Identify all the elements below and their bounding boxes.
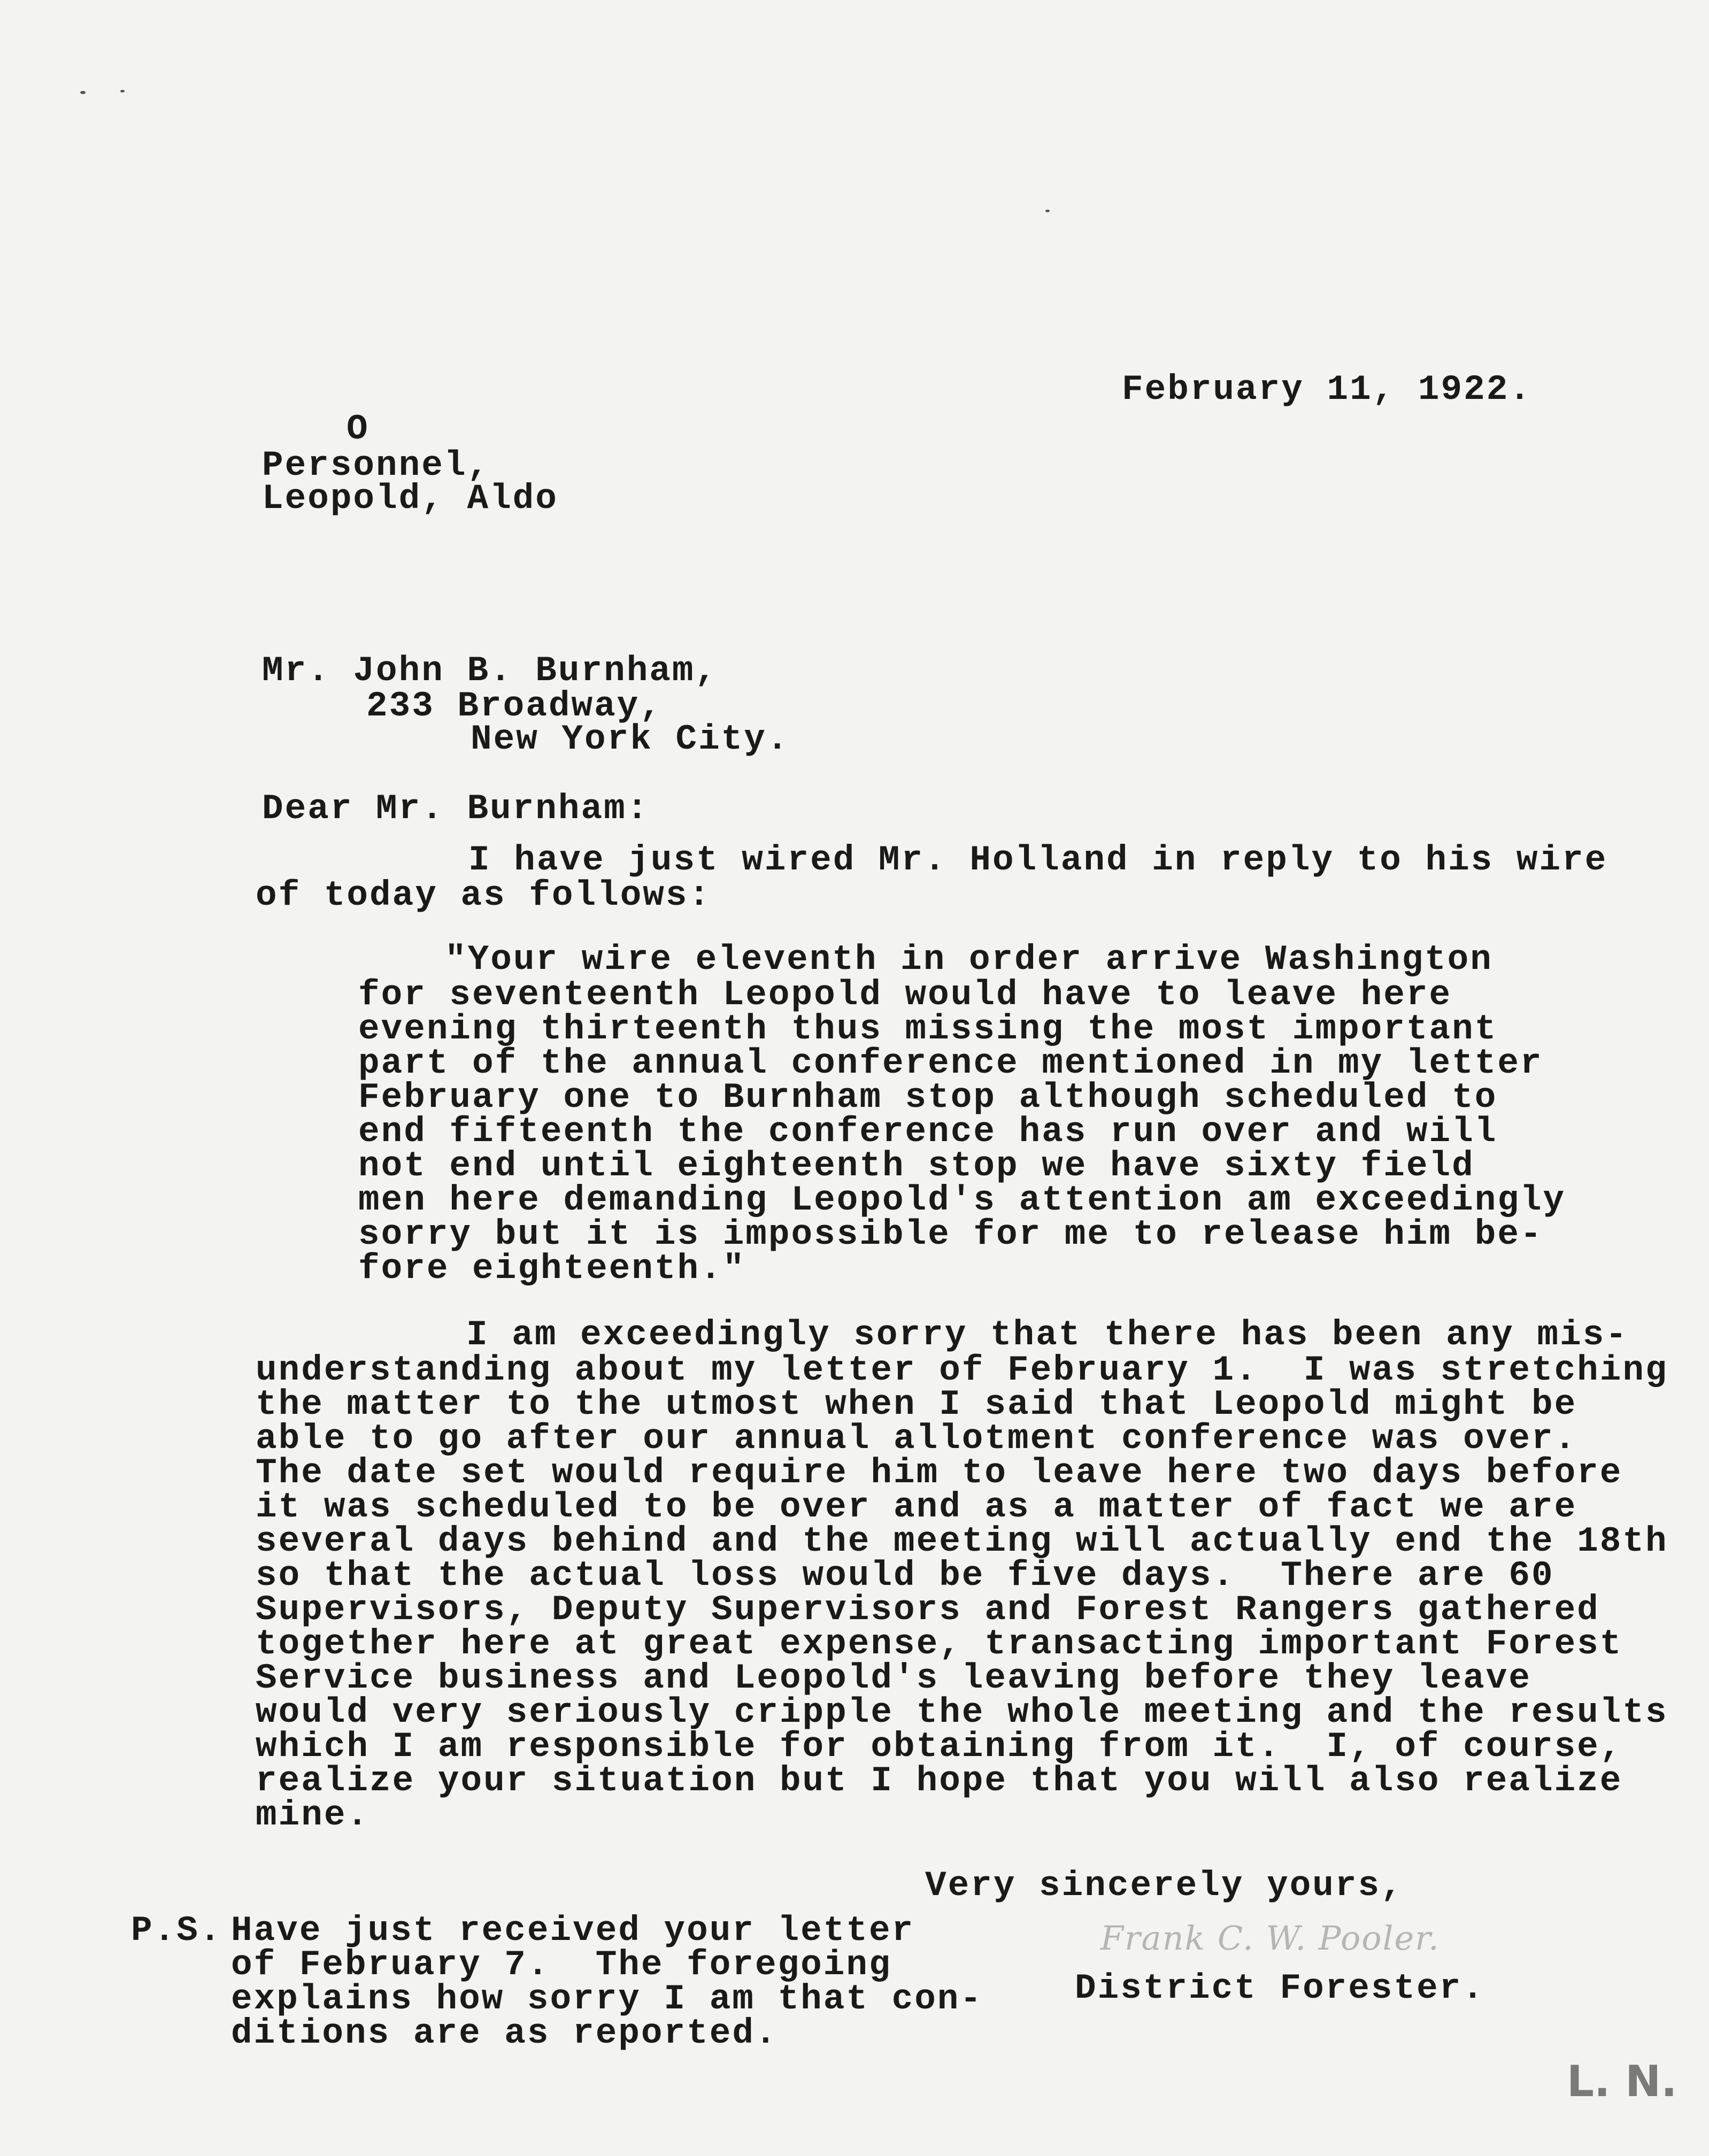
postscript-line: of February 7. The foregoing [231,1945,892,1985]
paragraph-2-line: mine. [256,1795,370,1835]
recipient-street: 233 Broadway, [366,686,663,726]
paragraph-2-line: able to go after our annual allotment conference was over. [256,1419,1577,1459]
closing: Very sincerely yours, [925,1866,1404,1906]
letter-date: February 11, 1922. [1122,369,1532,410]
file-mark: O [347,409,369,449]
paragraph-2-line: which I am responsible for obtaining from it. I, of course, [256,1727,1623,1767]
file-ref-line-2: Leopold, Aldo [262,479,558,519]
signer-title: District Forester. [1075,1968,1485,2008]
ink-speck [120,90,125,93]
paragraph-1-line: I have just wired Mr. Holland in reply to his wire [468,840,1608,880]
recipient-name: Mr. John B. Burnham, [262,651,718,691]
postscript-label: P.S. [131,1911,222,1951]
paragraph-2-line: Supervisors, Deputy Supervisors and Forest Rangers gathered [256,1590,1600,1630]
paragraph-2-line: The date set would require him to leave here two days before [256,1453,1623,1493]
telegram-line: end fifteenth the conference has run over and will [358,1112,1498,1152]
telegram-line: sorry but it is impossible for me to release him be- [358,1214,1543,1254]
paragraph-2-line: I am exceedingly sorry that there has been any mis- [466,1315,1628,1355]
paragraph-2-line: so that the actual loss would be five days. There are 60 [256,1556,1554,1596]
file-ref-line-1: Personnel, [262,445,490,486]
paragraph-2-line: realize your situation but I hope that you will also realize [256,1761,1623,1801]
telegram-line: "Your wire eleventh in order arrive Washington [445,940,1493,980]
ink-speck [80,91,86,94]
paragraph-1-line: of today as follows: [256,875,712,915]
paragraph-2-line: the matter to the utmost when I said that Leopold might be [256,1384,1577,1424]
telegram-line: fore eighteenth." [358,1249,746,1289]
paragraph-2-line: understanding about my letter of February 1. I was stretching [256,1350,1668,1390]
paragraph-2-line: it was scheduled to be over and as a matter of fact we are [256,1487,1577,1527]
paragraph-2-line: several days behind and the meeting will actually end the 18th [256,1521,1668,1561]
telegram-line: part of the annual conference mentioned in my letter [358,1043,1543,1083]
telegram-line: for seventeenth Leopold would have to leave here [358,975,1452,1015]
postscript-line: Have just received your letter [231,1911,915,1951]
telegram-line: February one to Burnham stop although scheduled to [358,1077,1498,1118]
paragraph-2-line: Service business and Leopold's leaving before they leave [256,1658,1531,1698]
ink-speck [1045,210,1050,212]
handwritten-initials: L. N. [1567,2057,1677,2106]
salutation: Dear Mr. Burnham: [262,789,650,829]
postscript-line: explains how sorry I am that con- [231,1979,983,2019]
telegram-line: men here demanding Leopold's attention am exceedingly [358,1180,1566,1220]
telegram-line: evening thirteenth thus missing the most important [358,1009,1498,1049]
recipient-city: New York City. [471,719,790,759]
telegram-line: not end until eighteenth stop we have sixty field [358,1146,1475,1186]
paragraph-2-line: would very seriously cripple the whole meeting and the results [256,1692,1668,1732]
signature-stamp: Frank C. W. Pooler. [1100,1919,1440,1958]
paragraph-2-line: together here at great expense, transacting important Forest [256,1624,1623,1664]
postscript-line: ditions are as reported. [231,2013,778,2053]
